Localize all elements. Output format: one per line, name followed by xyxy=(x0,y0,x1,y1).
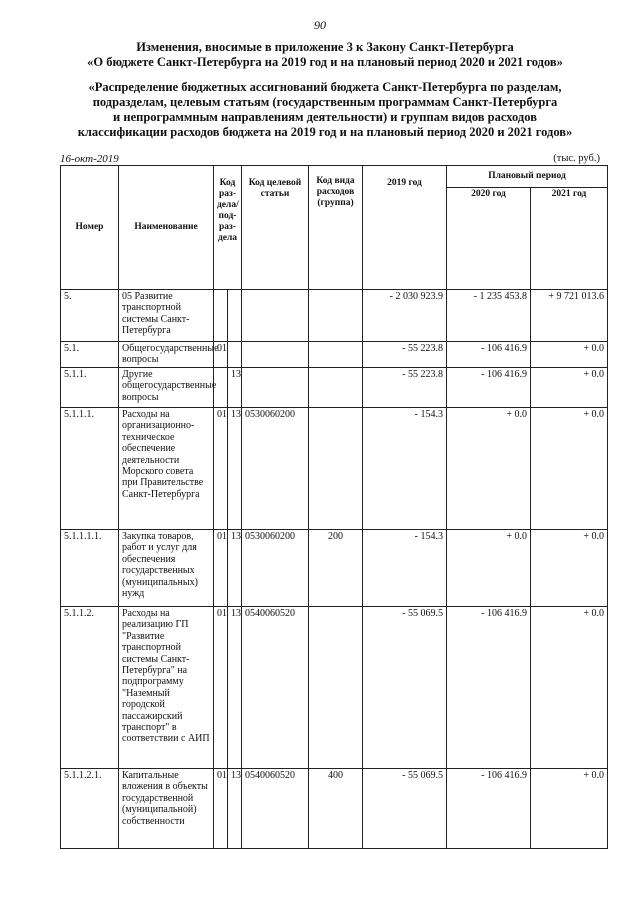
row-target-code: 0530060200 xyxy=(242,530,309,607)
row-expense-type xyxy=(309,408,363,530)
row-section-code: 01 xyxy=(214,530,228,607)
row-number: 5.1.1.2. xyxy=(61,607,119,769)
row-name: Общегосударственные вопросы xyxy=(119,342,214,368)
row-value-2021: + 0.0 xyxy=(531,769,608,849)
row-value-2020: + 0.0 xyxy=(447,530,531,607)
document-title xyxy=(40,40,610,70)
row-target-code: 0540060520 xyxy=(242,607,309,769)
row-target-code: 0530060200 xyxy=(242,408,309,530)
row-section-code: 01 xyxy=(214,769,228,849)
row-name: Другие общегосударственные вопросы xyxy=(119,368,214,408)
row-value-2019: - 154.3 xyxy=(363,530,447,607)
row-target-code: 0540060520 xyxy=(242,769,309,849)
row-name: 05 Развитие транспортной системы Санкт-Петербурга xyxy=(119,290,214,342)
appendix-title-line: «Распределение бюджетных ассигнований бюджета Санкт-Петербурга по разделам, xyxy=(88,80,562,94)
row-expense-type: 200 xyxy=(309,530,363,607)
row-value-2019: - 55 223.8 xyxy=(363,342,447,368)
header-2021: 2021 год xyxy=(531,188,608,290)
header-name: Наименование xyxy=(119,166,214,290)
header-number: Номер xyxy=(61,166,119,290)
table-row xyxy=(61,342,608,368)
row-subsection-code xyxy=(228,290,242,342)
row-value-2021: + 0.0 xyxy=(531,530,608,607)
document-date: 16-окт-2019 xyxy=(60,153,119,165)
row-value-2020: + 0.0 xyxy=(447,408,531,530)
row-value-2020: - 1 235 453.8 xyxy=(447,290,531,342)
page-number: 90 xyxy=(314,18,326,32)
row-value-2019: - 55 069.5 xyxy=(363,607,447,769)
row-subsection-code: 13 xyxy=(228,368,242,408)
row-target-code xyxy=(242,342,309,368)
row-number: 5. xyxy=(61,290,119,342)
table-row xyxy=(61,408,608,530)
table-row xyxy=(61,530,608,607)
header-2020: 2020 год xyxy=(447,188,531,290)
appendix-title-line: и непрограммным направлениям деятельности) и группам видов расходов xyxy=(113,110,537,124)
row-subsection-code: 13 xyxy=(228,530,242,607)
row-expense-type xyxy=(309,368,363,408)
row-value-2021: + 0.0 xyxy=(531,408,608,530)
row-name: Расходы на организационно-техническое обеспечение деятельности Морского совета при Правительстве Санкт-Петербурга xyxy=(119,408,214,530)
row-value-2020: - 106 416.9 xyxy=(447,769,531,849)
row-number: 5.1.1.2.1. xyxy=(61,769,119,849)
row-section-code: 01 xyxy=(214,607,228,769)
row-target-code xyxy=(242,368,309,408)
row-value-2019: - 55 069.5 xyxy=(363,769,447,849)
budget-table xyxy=(60,165,608,849)
row-subsection-code xyxy=(228,342,242,368)
row-expense-type xyxy=(309,290,363,342)
header-expense-type: Код вида расходов (группа) xyxy=(309,166,363,290)
row-target-code xyxy=(242,290,309,342)
table-row xyxy=(61,290,608,342)
row-section-code: 01 xyxy=(214,342,228,368)
row-name: Закупка товаров, работ и услуг для обеспечения государственных (муниципальных) нужд xyxy=(119,530,214,607)
row-number: 5.1.1.1. xyxy=(61,408,119,530)
row-value-2021: + 0.0 xyxy=(531,368,608,408)
row-value-2019: - 55 223.8 xyxy=(363,368,447,408)
row-value-2021: + 0.0 xyxy=(531,342,608,368)
row-value-2020: - 106 416.9 xyxy=(447,342,531,368)
appendix-title-line: классификации расходов бюджета на 2019 год и на плановый период 2020 и 2021 годов» xyxy=(77,125,573,139)
row-number: 5.1.1.1.1. xyxy=(61,530,119,607)
row-expense-type xyxy=(309,342,363,368)
row-number: 5.1.1. xyxy=(61,368,119,408)
row-name: Капитальные вложения в объекты государственной (муниципальной) собственности xyxy=(119,769,214,849)
table-row xyxy=(61,607,608,769)
table-row xyxy=(61,368,608,408)
row-number: 5.1. xyxy=(61,342,119,368)
header-planned-period: Плановый период xyxy=(447,166,608,188)
row-expense-type: 400 xyxy=(309,769,363,849)
row-value-2021: + 0.0 xyxy=(531,607,608,769)
row-section-code xyxy=(214,290,228,342)
row-expense-type xyxy=(309,607,363,769)
row-value-2021: + 9 721 013.6 xyxy=(531,290,608,342)
header-target-code: Код целевой статьи xyxy=(242,166,309,290)
appendix-title xyxy=(40,80,610,140)
row-subsection-code: 13 xyxy=(228,769,242,849)
row-value-2019: - 2 030 923.9 xyxy=(363,290,447,342)
row-value-2019: - 154.3 xyxy=(363,408,447,530)
units-label: (тыс. руб.) xyxy=(553,153,600,164)
row-subsection-code: 13 xyxy=(228,607,242,769)
title-line: «О бюджете Санкт-Петербурга на 2019 год и на плановый период 2020 и 2021 годов» xyxy=(87,55,563,69)
row-subsection-code: 13 xyxy=(228,408,242,530)
table-row xyxy=(61,769,608,849)
title-line: Изменения, вносимые в приложение 3 к Закону Санкт-Петербурга xyxy=(136,40,514,54)
row-section-code: 01 xyxy=(214,408,228,530)
header-section-code: Код раз-дела/ под-раз-дела xyxy=(214,166,242,290)
appendix-title-line: подразделам, целевым статьям (государственным программам Санкт-Петербурга xyxy=(92,95,558,109)
row-value-2020: - 106 416.9 xyxy=(447,607,531,769)
row-value-2020: - 106 416.9 xyxy=(447,368,531,408)
header-2019: 2019 год xyxy=(363,166,447,290)
row-name: Расходы на реализацию ГП "Развитие транспортной системы Санкт-Петербурга" на подпрограмму "Наземный городской пассажирский транспорт" в соответствии с АИП xyxy=(119,607,214,769)
